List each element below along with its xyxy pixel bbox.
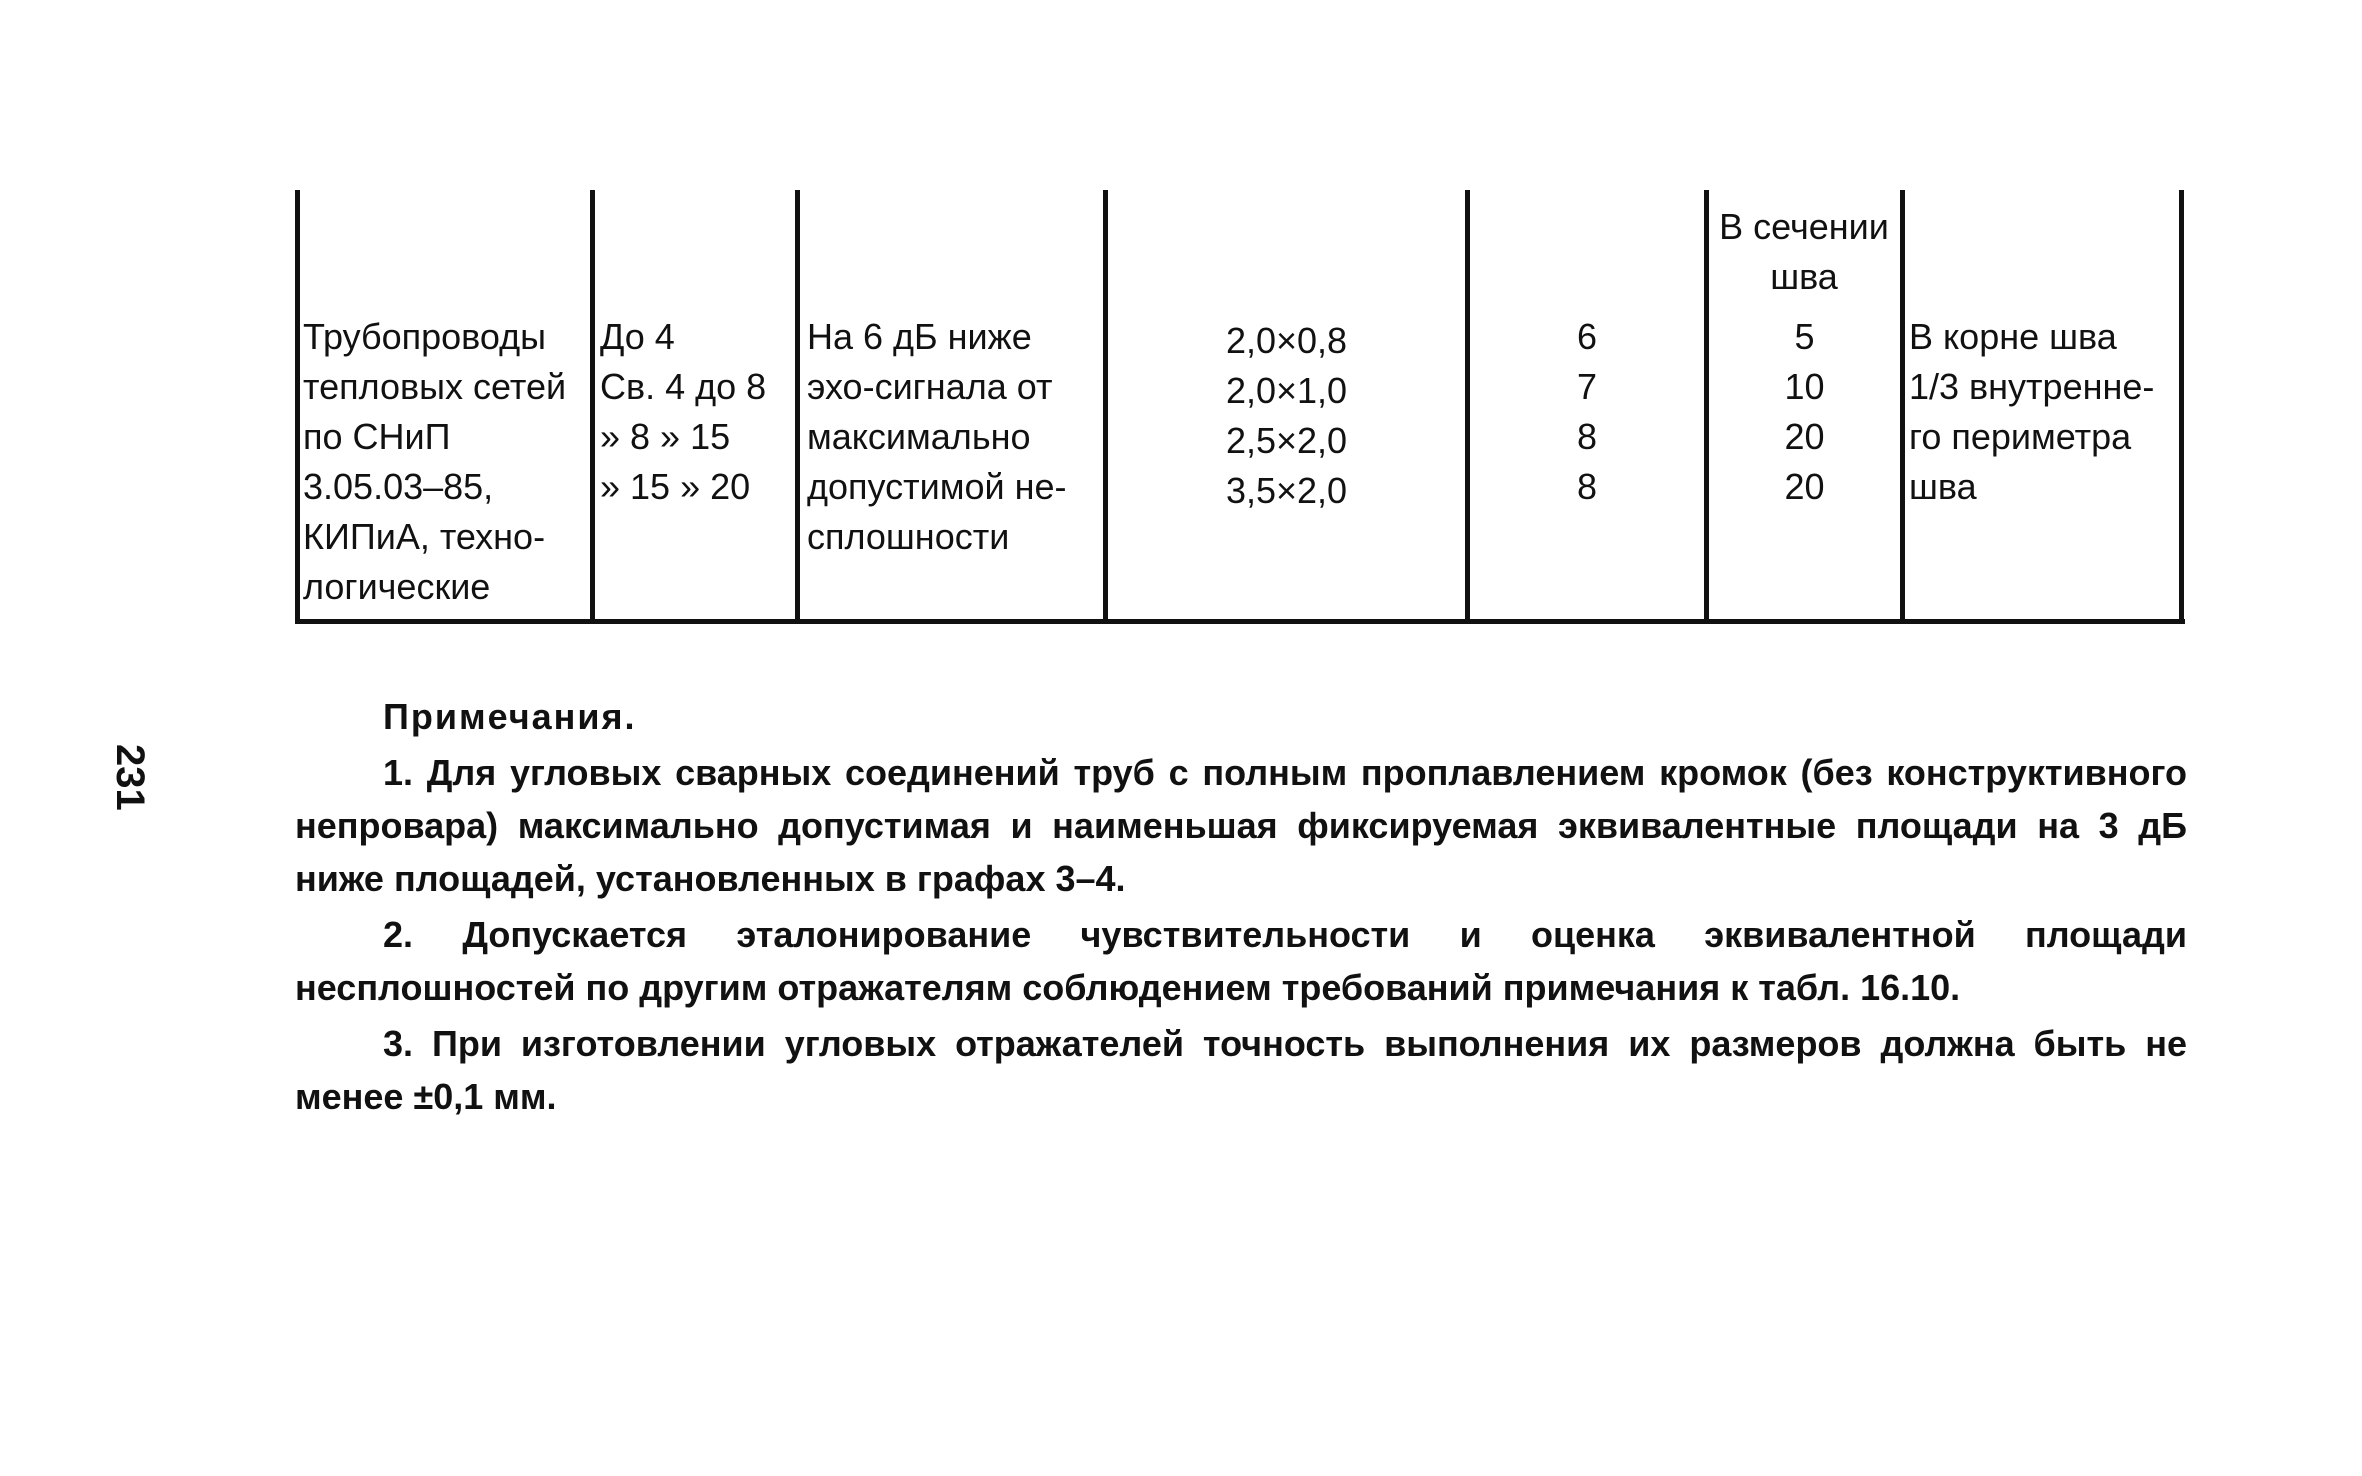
note-item: 3. При изготовлении угловых отражателей точность выполнения их размеров должна быть не менее ±0,1 мм. xyxy=(295,1023,2187,1117)
page-number: 231 xyxy=(108,744,152,811)
note-item: 2. Допускается эталонирование чувствительности и оценка эквивалентной площади несплошностей по другим отражателям соблюдением требований примечания к табл. 16.10. xyxy=(295,914,2187,1008)
table-cell-thickness: До 4 Св. 4 до 8 » 8 » 15 » 15 » 20 xyxy=(600,316,767,507)
notes-title: Примечания. xyxy=(383,696,637,737)
table-column-divider xyxy=(795,190,800,624)
table-column-divider xyxy=(590,190,595,624)
data-table xyxy=(295,190,2185,624)
notes-section xyxy=(295,690,2187,1126)
table-border-left xyxy=(295,190,300,624)
table-cell-reflector-size: 2,0×0,8 2,0×1,0 2,5×2,0 3,5×2,0 xyxy=(1225,320,1348,511)
note-item: 1. Для угловых сварных соединений труб с полным проплавлением кромок (без конструктивного непровара) максимально допустимая и наименьшая фиксируемая эквивалентные площади на 3 дБ ниже площадей, установленных в графах 3–4. xyxy=(295,752,2187,899)
table-cell-section-length: 5 10 20 20 xyxy=(1784,316,1825,507)
table-cell-count: 6 7 8 8 xyxy=(1576,316,1598,507)
table-column-divider xyxy=(1900,190,1905,624)
table-cell-object: Трубопроводы тепловых сетей по СНиП 3.05.03–85, КИПиА, техно- логические xyxy=(303,316,567,607)
table-header-section: В сечении шва xyxy=(1719,206,1889,297)
table-cell-root: В корне шва 1/3 внутренне- го периметра шва xyxy=(1909,316,2155,507)
table-cell-sensitivity: На 6 дБ ниже эхо-сигнала от максимально допустимой не- сплошности xyxy=(807,316,1067,557)
table-border-right xyxy=(2179,190,2184,624)
